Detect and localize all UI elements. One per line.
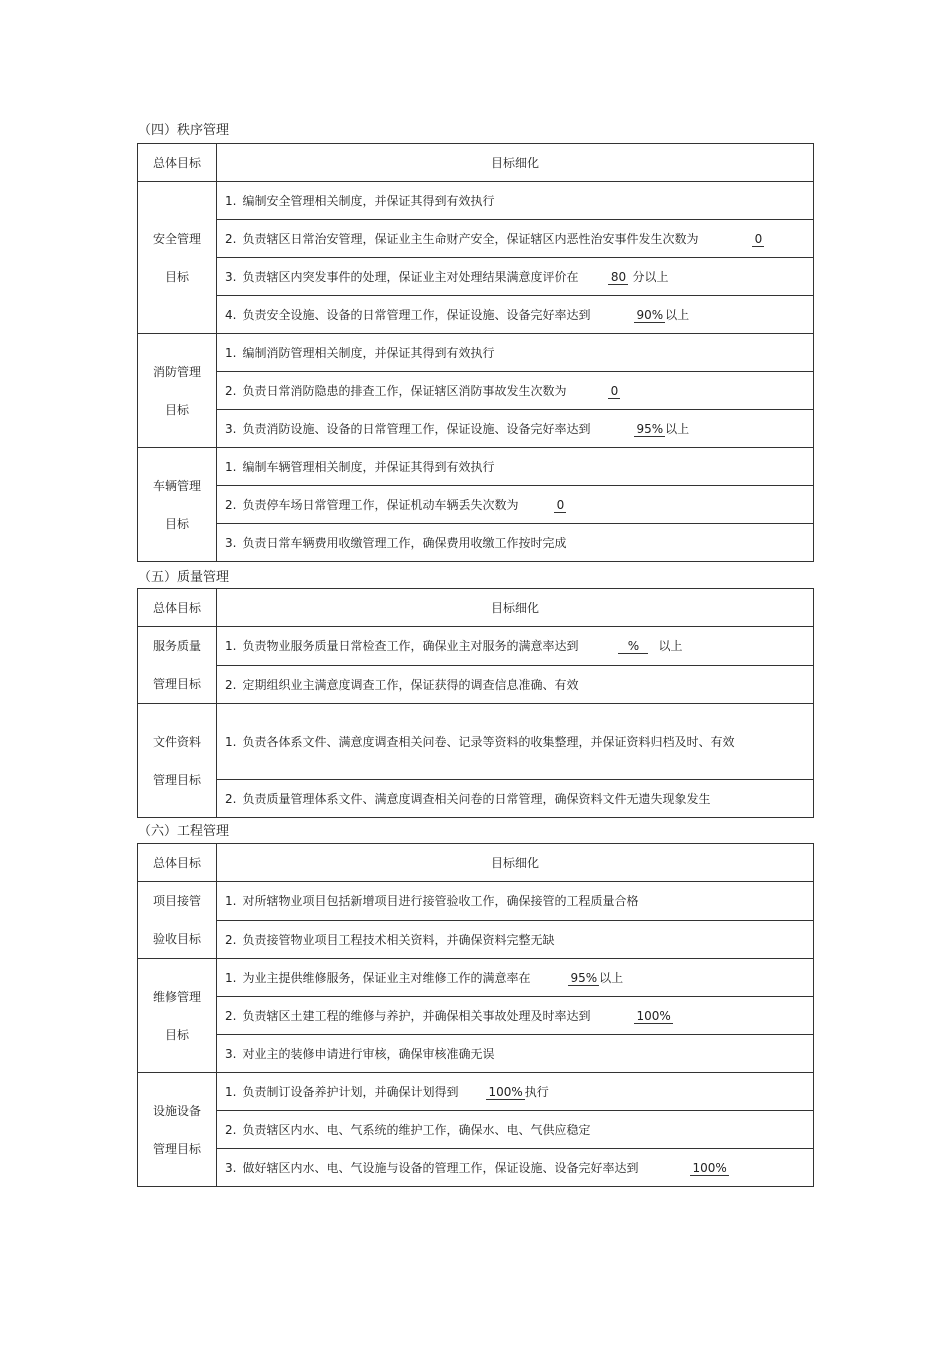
- table-row: [138, 1149, 814, 1187]
- goal-item: 4. 负责安全设施、设备的日常管理工作，保证设施、设备完好率达到 90% 以上: [217, 296, 814, 334]
- section-title-order: （四）秩序管理: [138, 123, 230, 138]
- table-row: [138, 220, 814, 258]
- table-row: [138, 704, 814, 780]
- goal-item: 2. 负责辖区内水、电、气系统的维护工作，确保水、电、气供应稳定: [217, 1111, 814, 1149]
- quality-management-table: [137, 588, 814, 818]
- fill-blank: 100%: [488, 1085, 523, 1099]
- fill-blank: 0: [608, 384, 620, 399]
- category-facilities: 设施设备 管理目标: [138, 1073, 217, 1187]
- order-management-table: [137, 143, 814, 562]
- goal-item: 3. 负责消防设施、设备的日常管理工作，保证设施、设备完好率达到 95% 以上: [217, 410, 814, 448]
- table-row: [138, 920, 814, 959]
- goal-item: 1. 负责各体系文件、满意度调查相关问卷、记录等资料的收集整理，并保证资料归档及时、有效: [217, 704, 814, 780]
- header-goal-detail: 目标细化: [217, 844, 814, 882]
- table-row: [138, 182, 814, 220]
- goal-item: 1. 编制消防管理相关制度，并保证其得到有效执行: [217, 334, 814, 372]
- table-row: [138, 524, 814, 562]
- goal-item: 1. 编制车辆管理相关制度，并保证其得到有效执行: [217, 448, 814, 486]
- table-header-row: [138, 844, 814, 882]
- table-row: [138, 1035, 814, 1073]
- goal-item: 2. 负责停车场日常管理工作，保证机动车辆丢失次数为 0: [217, 486, 814, 524]
- table-row: [138, 258, 814, 296]
- header-overall-goal: 总体目标: [138, 144, 217, 182]
- goal-item: 2. 负责接管物业项目工程技术相关资料，并确保资料完整无缺: [217, 920, 814, 959]
- table-row: [138, 997, 814, 1035]
- category-vehicle: 车辆管理 目标: [138, 448, 217, 562]
- fill-blank: 100%: [692, 1161, 727, 1175]
- fill-blank: 90%: [636, 308, 664, 322]
- table-header-row: [138, 589, 814, 627]
- category-project-takeover: 项目接管 验收目标: [138, 882, 217, 959]
- table-header-row: [138, 144, 814, 182]
- table-row: [138, 372, 814, 410]
- fill-blank: 95%: [636, 422, 664, 436]
- category-documents: 文件资料 管理目标: [138, 704, 217, 818]
- table-row: [138, 410, 814, 448]
- goal-item: 2. 负责辖区土建工程的维修与养护，并确保相关事故处理及时率达到 100%: [217, 997, 814, 1035]
- section-title-engineering: （六）工程管理: [138, 824, 230, 839]
- engineering-management-table: [137, 843, 814, 1187]
- table-row: [138, 665, 814, 704]
- table-row: [138, 1073, 814, 1111]
- section-title-quality: （五）质量管理: [138, 570, 230, 585]
- category-security: 安全管理 目标: [138, 182, 217, 334]
- goal-item: 3. 对业主的装修申请进行审核，确保审核准确无误: [217, 1035, 814, 1073]
- goal-item: 2. 负责质量管理体系文件、满意度调查相关问卷的日常管理，确保资料文件无遗失现象发生: [217, 780, 814, 818]
- goal-item: 1. 负责制订设备养护计划，并确保计划得到 100% 执行: [217, 1073, 814, 1111]
- goal-item: 1. 对所辖物业项目包括新增项目进行接管验收工作，确保接管的工程质量合格: [217, 882, 814, 921]
- fill-blank: 80: [608, 270, 628, 285]
- goal-item: 2. 定期组织业主满意度调查工作，保证获得的调查信息准确、有效: [217, 665, 814, 704]
- table-row: [138, 486, 814, 524]
- table-row: [138, 448, 814, 486]
- goal-item: 1. 为业主提供维修服务，保证业主对维修工作的满意率在 95% 以上: [217, 959, 814, 997]
- table-row: [138, 334, 814, 372]
- fill-blank: 100%: [636, 1009, 671, 1023]
- goal-item: 3. 负责辖区内突发事件的处理，保证业主对处理结果满意度评价在 80 分以上: [217, 258, 814, 296]
- category-service-quality: 服务质量 管理目标: [138, 627, 217, 704]
- goal-item: 3. 做好辖区内水、电、气设施与设备的管理工作，保证设施、设备完好率达到 100%: [217, 1149, 814, 1187]
- goal-item: 2. 负责日常消防隐患的排查工作，保证辖区消防事故发生次数为 0: [217, 372, 814, 410]
- goal-item: 2. 负责辖区日常治安管理，保证业主生命财产安全，保证辖区内恶性治安事件发生次数为 0: [217, 220, 814, 258]
- goal-item: 1. 编制安全管理相关制度，并保证其得到有效执行: [217, 182, 814, 220]
- table-row: [138, 296, 814, 334]
- table-row: [138, 882, 814, 921]
- category-fire: 消防管理 目标: [138, 334, 217, 448]
- table-row: [138, 1111, 814, 1149]
- fill-blank: %: [618, 639, 648, 654]
- fill-blank: 0: [752, 232, 764, 247]
- goal-item: 1. 负责物业服务质量日常检查工作，确保业主对服务的满意率达到 % 以上: [217, 627, 814, 666]
- header-overall-goal: 总体目标: [138, 589, 217, 627]
- table-row: [138, 780, 814, 818]
- fill-blank: 0: [554, 498, 566, 513]
- header-goal-detail: 目标细化: [217, 589, 814, 627]
- table-row: [138, 627, 814, 666]
- fill-blank: 95%: [570, 971, 598, 985]
- category-maintenance: 维修管理 目标: [138, 959, 217, 1073]
- header-overall-goal: 总体目标: [138, 844, 217, 882]
- table-row: [138, 959, 814, 997]
- goal-item: 3. 负责日常车辆费用收缴管理工作，确保费用收缴工作按时完成: [217, 524, 814, 562]
- header-goal-detail: 目标细化: [217, 144, 814, 182]
